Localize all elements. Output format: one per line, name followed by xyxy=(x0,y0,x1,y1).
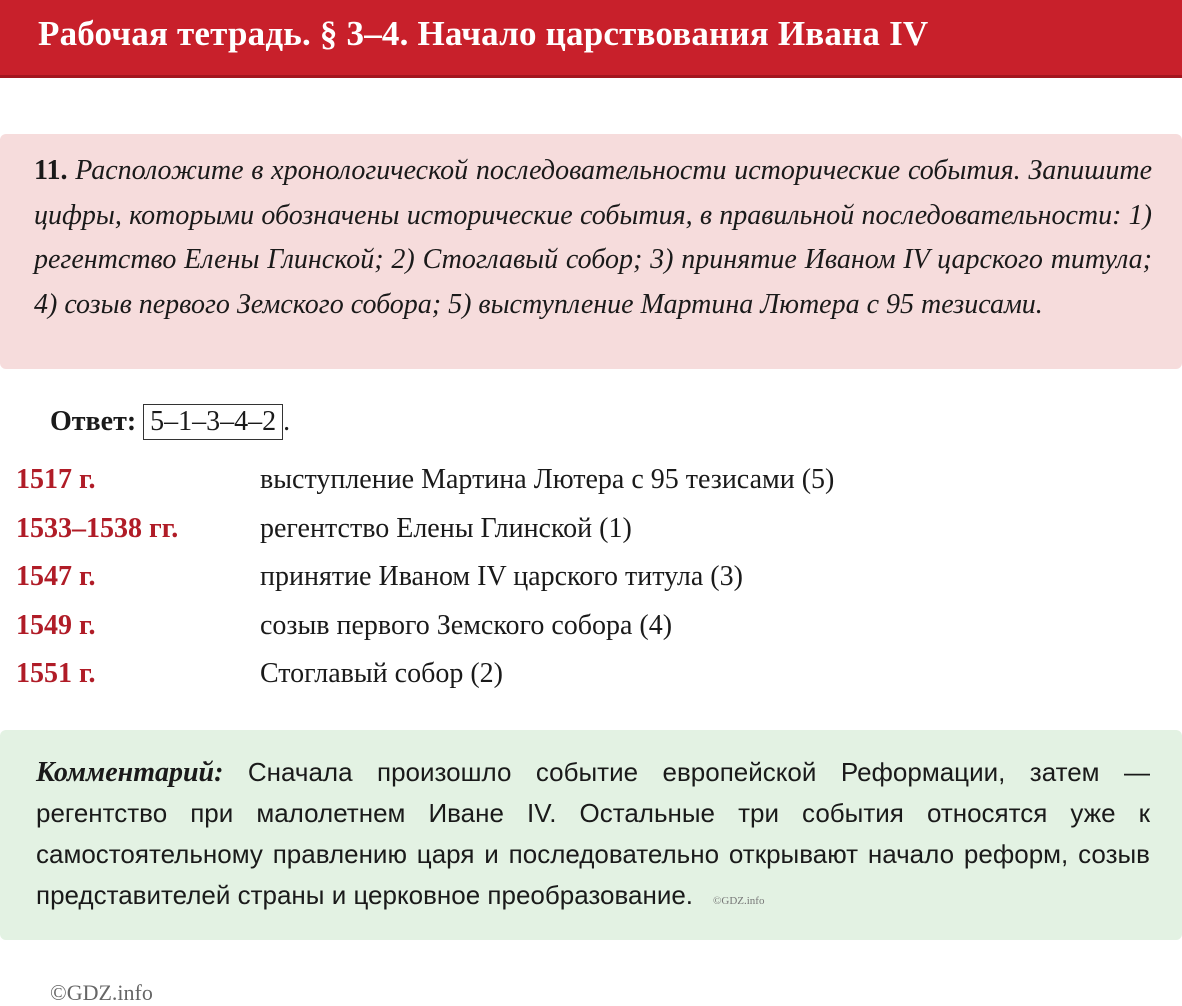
timeline-event: регентство Елены Глинской (1) xyxy=(260,512,632,544)
page-header xyxy=(0,0,1182,78)
timeline-year: 1547 г. xyxy=(16,561,96,593)
timeline-year: 1549 г. xyxy=(16,609,96,641)
comment-text: Сначала произошло событие европейской Реформации, затем — регентство при малолетнем Иване IV. Остальные три события относятся уже к самостоятельному правлению царя и последовательно открывают начало реформ, созыв представителей страны и церковное преобразование. xyxy=(36,757,1150,910)
answer-label: Ответ: xyxy=(50,406,137,437)
timeline-row xyxy=(16,650,1156,699)
timeline-row xyxy=(16,456,1156,505)
answer-period: . xyxy=(283,406,291,437)
timeline-event: созыв первого Земского собора (4) xyxy=(260,609,673,641)
page-title: Рабочая тетрадь. § 3–4. Начало царствования Ивана IV xyxy=(38,14,929,53)
comment-text-block xyxy=(36,752,1150,922)
timeline-event: принятие Иваном IV царского титула (3) xyxy=(260,561,743,593)
task-number: 11. xyxy=(34,155,68,186)
inline-copyright: ©GDZ.info xyxy=(713,895,765,907)
footer-copyright: ©GDZ.info xyxy=(50,980,153,1005)
answer-line xyxy=(50,402,290,442)
task-text: Расположите в хронологической последовательности исторические события. Запишите цифры, которыми обозначены исторические события, в правильной последовательности: 1) регентство Елены Глинской; 2) Стоглавый собор; 3) принятие Иваном IV царского титула; 4) созыв первого Земского собора; 5) выступление Мартина Лютера с 95 тезисами. xyxy=(34,155,1152,320)
timeline xyxy=(16,456,1156,699)
timeline-row xyxy=(16,553,1156,602)
timeline-year: 1551 г. xyxy=(16,658,96,690)
timeline-year: 1517 г. xyxy=(16,464,96,496)
timeline-row xyxy=(16,505,1156,554)
task-text-block xyxy=(34,149,1152,327)
answer-value: 5–1–3–4–2 xyxy=(143,404,283,440)
timeline-event: выступление Мартина Лютера с 95 тезисами (5) xyxy=(260,464,835,496)
timeline-event: Стоглавый собор (2) xyxy=(260,658,503,690)
timeline-row xyxy=(16,602,1156,651)
timeline-year: 1533–1538 гг. xyxy=(16,512,179,544)
comment-label: Комментарий: xyxy=(36,757,224,788)
